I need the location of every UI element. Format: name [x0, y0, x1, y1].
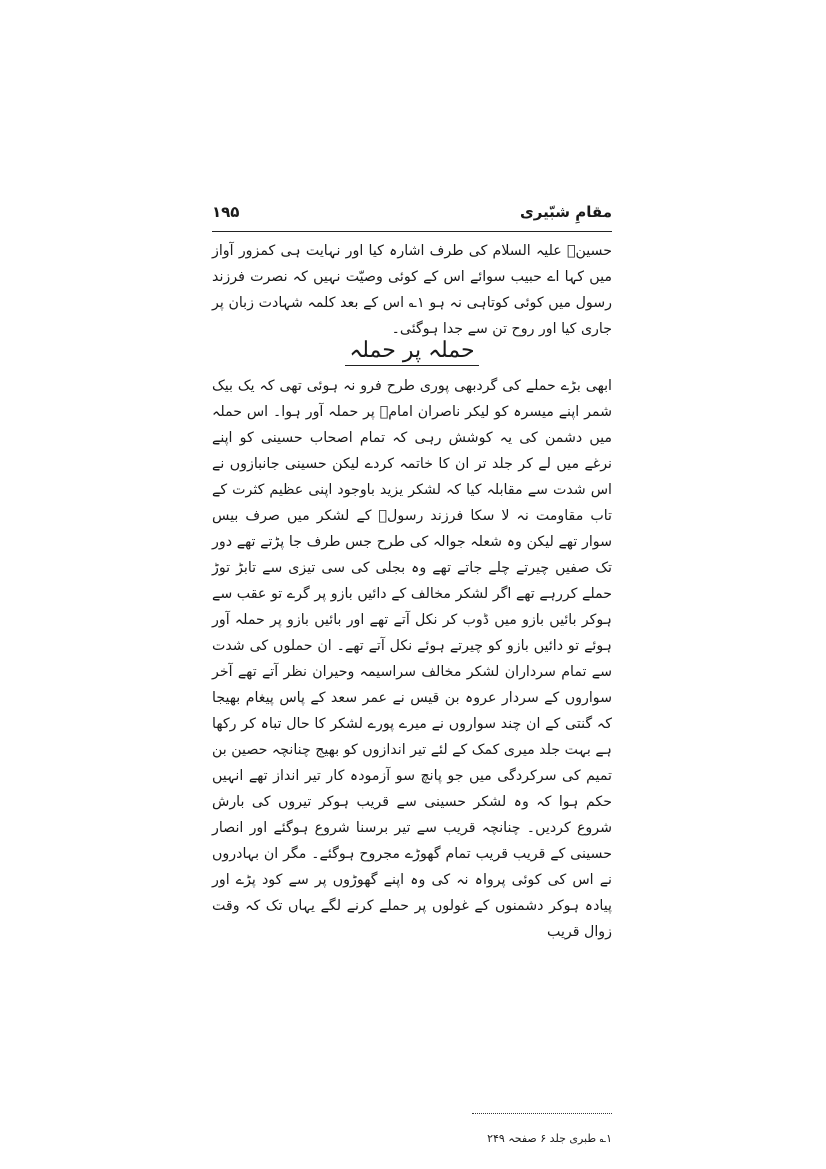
- running-title: مقامِ شبّیری: [519, 203, 612, 221]
- header-divider: [212, 231, 612, 232]
- page-number: ۱۹۵: [212, 203, 240, 221]
- footnote-divider: [472, 1113, 612, 1114]
- section-heading-text: حملہ پر حملہ: [345, 338, 478, 366]
- paragraph-opening: حسینؑ علیہ السلام کی طرف اشارہ کیا اور نہایت ہی کمزور آواز میں کہا اے حبیب سوائے اس کے کوئی وصیّت نہیں کہ نصرت فرزند رسول میں کوئی کوتاہی نہ ہو ۱؎ اس کے بعد کلمہ شہادت زبان پر جاری کیا اور روح تن سے جدا ہوگئی۔: [212, 243, 612, 337]
- footnote: ۱؎ طبری جلد ۶ صفحہ ۲۴۹: [487, 1132, 612, 1145]
- paragraph-body: ابھی بڑے حملے کی گردبھی پوری طرح فرو نہ ہوئی تھی کہ یک بیک شمر اپنے میسرہ کو لیکر ناصران امامؑ پر حملہ آور ہوا۔ اس حملہ میں دشمن کی یہ کوشش رہی کہ تمام اصحاب حسینی کو اپنے نرغے میں لے کر جلد تر ان کا خاتمہ کردے لیکن حسینی جانبازوں نے اس شدت سے مقابلہ کیا کہ لشکر یزید باوجود اپنی عظیم کثرت کے تاب مقاومت نہ لا سکا فرزند رسولؐ کے لشکر میں صرف بیس سوار تھے لیکن وہ شعلہ جوالہ کی طرح جس طرف جا پڑتے تھے دور تک صفیں چیرتے چلے جاتے تھے وہ بجلی کی سی تیزی سے تابڑ توڑ حملے کررہے تھے اگر لشکر مخالف کے دائیں بازو پر گرے تو عقب سے ہوکر بائیں بازو میں ڈوب کر نکل آتے تھے اور بائیں بازو پر حملہ آور ہوئے تو دائیں بازو کو چیرتے ہوئے نکل آتے تھے۔ ان حملوں کی شدت سے تمام سرداران لشکر مخالف سراسیمہ وحیران نظر آتے تھے آخر سواروں کے سردار عروہ بن قیس نے عمر سعد کے پاس پیغام بھیجا کہ گنتی کے ان چند سواروں نے میرے پورے لشکر کا حال تباہ کر رکھا ہے بہت جلد میری کمک کے لئے تیر اندازوں کو بھیج چنانچہ حصین بن تمیم کی سرکردگی میں جو پانچ سو آزمودہ کار تیر انداز تھے انہیں حکم ہوا کہ وہ لشکر حسینی سے قریب ہوکر تیروں کی بارش شروع کردیں۔ چنانچہ قریب سے تیر برسنا شروع ہوگئے اور انصار حسینی کے قریب قریب تمام گھوڑے مجروح ہوگئے۔ مگر ان بہادروں نے اس کی کوئی پرواہ نہ کی وہ اپنے گھوڑوں پر سے کود پڑے اور پیادہ ہوکر دشمنوں کے غولوں پر حملے کرنے لگے یہاں تک کہ وقت زوال قریب: [212, 378, 612, 940]
- page-header: [212, 197, 612, 231]
- section-heading: [212, 338, 612, 366]
